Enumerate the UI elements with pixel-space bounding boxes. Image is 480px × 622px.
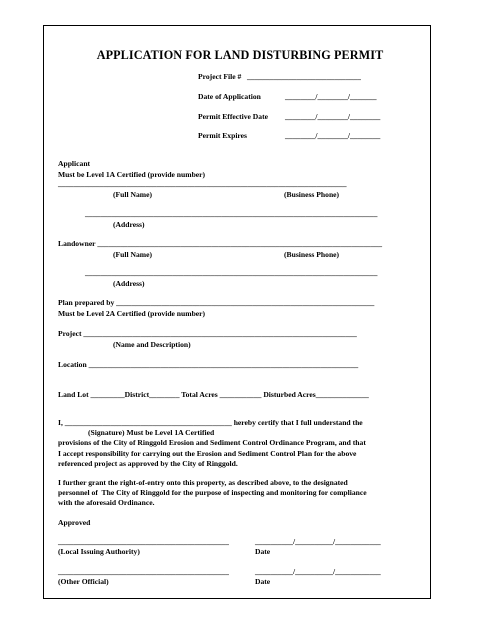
date-of-application-field[interactable]: ________/________/_______ <box>285 92 377 101</box>
applicant-full-name-caption: (Full Name) <box>113 190 153 199</box>
other-official-caption: (Other Official) <box>58 577 109 586</box>
landowner-full-name-caption: (Full Name) <box>113 250 153 259</box>
certification-text-line: I accept responsibility for carrying out the Erosion and Sediment Control Plan for the above <box>58 449 357 458</box>
applicant-heading: Applicant <box>58 159 91 168</box>
permit-expires-field[interactable]: ________/________/________ <box>285 131 381 140</box>
applicant-requirement: Must be Level 1A Certified (provide number) <box>58 170 206 179</box>
project-file-field[interactable]: Project File # ______________________________ <box>198 72 361 81</box>
landowner-business-phone-caption: (Business Phone) <box>284 250 340 259</box>
form-title: APPLICATION FOR LAND DISTURBING PERMIT <box>96 48 384 62</box>
applicant-address-line[interactable]: _____________________________________________________________________________ <box>85 209 378 218</box>
authority-date-caption: Date <box>255 547 271 556</box>
landowner-address-caption: (Address) <box>113 279 145 288</box>
certification-signature-line[interactable]: I, ____________________________________________ hereby certify that I full understand the <box>58 418 363 427</box>
certification-signature-caption: (Signature) Must be Level 1A Certified <box>88 428 215 437</box>
applicant-business-phone-caption: (Business Phone) <box>284 190 340 199</box>
date-of-application-label: Date of Application <box>198 92 261 101</box>
applicant-address-caption: (Address) <box>113 220 145 229</box>
landowner-address-line[interactable]: _____________________________________________________________________________ <box>85 268 378 277</box>
authority-caption: (Local Issuing Authority) <box>58 547 140 556</box>
certification-text-line: referenced project as approved by the City of Ringgold. <box>58 459 238 468</box>
plan-requirement: Must be Level 2A Certified (provide number) <box>58 309 206 318</box>
authority-date-line[interactable]: __________/__________/____________ <box>255 537 381 546</box>
right-of-entry-text: I further grant the right-of-entry onto this property, as described above, to the designated <box>58 478 348 487</box>
permit-expires-label: Permit Expires <box>198 131 247 140</box>
other-official-date-caption: Date <box>255 577 271 586</box>
location-line[interactable]: Location _______________________________________________________________________ <box>58 360 359 369</box>
applicant-name-line[interactable]: ____________________________________________________________________________ <box>58 179 347 188</box>
right-of-entry-text: personnel of The City of Ringgold for the purpose of inspecting and monitoring for compliance <box>58 488 367 497</box>
approved-heading: Approved <box>58 518 91 527</box>
project-caption: (Name and Description) <box>113 340 191 349</box>
right-of-entry-text: with the aforesaid Ordinance. <box>58 498 155 507</box>
project-line[interactable]: Project ________________________________________________________________________ <box>58 329 357 338</box>
certification-text-line: provisions of the City of Ringgold Erosion and Sediment Control Ordinance Program, and that <box>58 438 366 447</box>
plan-prepared-by-line[interactable]: Plan prepared by ____________________________________________________________________ <box>58 298 375 307</box>
landowner-line[interactable]: Landowner ___________________________________________________________________________ <box>58 239 383 248</box>
authority-signature-line[interactable]: _____________________________________________ <box>58 537 229 546</box>
land-lot-row[interactable]: Land Lot _________District________ Total Acres ___________ Disturbed Acres______________ <box>58 390 369 399</box>
permit-effective-date-label: Permit Effective Date <box>198 112 268 121</box>
permit-effective-date-field[interactable]: ________/________/________ <box>285 112 381 121</box>
other-official-signature-line[interactable]: _____________________________________________ <box>58 567 229 576</box>
other-official-date-line[interactable]: __________/__________/____________ <box>255 567 381 576</box>
